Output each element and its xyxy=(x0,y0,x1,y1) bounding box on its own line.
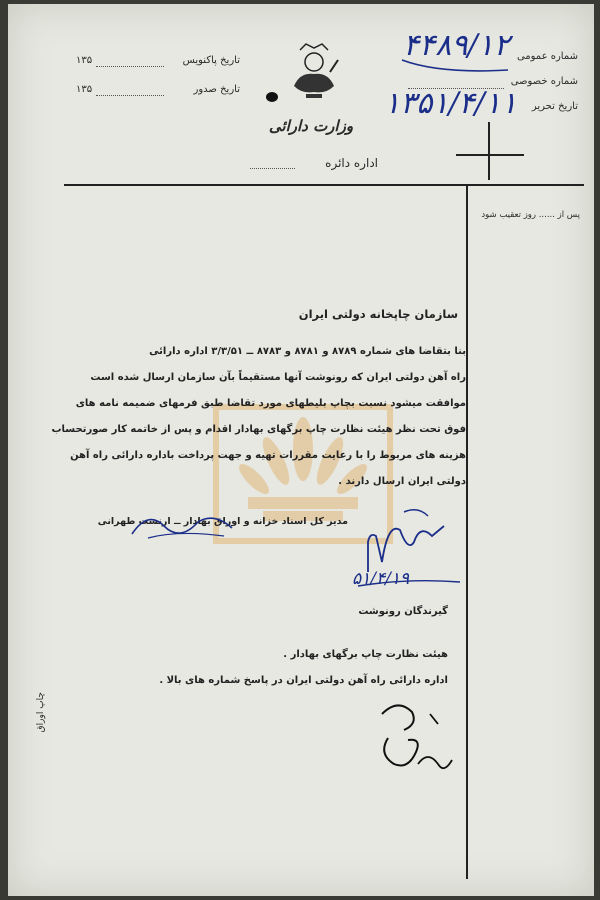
draft-date-label: تاریخ تحریر xyxy=(531,101,578,112)
letter-line-4: فوق تحت نظر هیئت نظارت چاپ برگهای بهادار اقدام و پس از خاتمه کار صورتحساب xyxy=(51,424,466,435)
copy-recipient-2: اداره دارائی راه آهن دولتی ایران در پاسخ شماره های بالا . xyxy=(159,675,448,686)
clean-copy-date-year: ۱۳۵ xyxy=(76,55,93,66)
signature-title: مدیر کل اسناد خزانه و اوراق بهادار ــ ارنست طهرانی xyxy=(97,516,348,527)
issue-date-label: تاریخ صدور xyxy=(193,84,240,95)
general-number-underline xyxy=(400,54,510,76)
letter-line-3: موافقت میشود نسبت بچاپ بلیطهای مورد تقاضا طبق فرمهای ضمیمه نامه های xyxy=(75,398,466,409)
clean-copy-date-label: تاریخ پاکنویس xyxy=(182,55,240,66)
annotation-date: ۵۱/۴/۱۹ xyxy=(352,569,410,589)
copies-heading: گیرندگان رونوشت xyxy=(358,606,448,617)
initials-signature xyxy=(368,694,458,784)
cross-mark-vertical xyxy=(488,122,490,180)
clean-copy-date-dots xyxy=(96,66,164,67)
ink-blot xyxy=(266,92,278,102)
copy-recipient-1: هیئت نظارت چاپ برگهای بهادار . xyxy=(283,649,448,660)
department-dots xyxy=(250,168,295,169)
followup-note: پس از ...... روز تعقیب شود xyxy=(481,210,580,220)
side-label: چاپ اوراق xyxy=(36,692,46,733)
issue-date-dots xyxy=(96,95,164,96)
letter-line-2: راه آهن دولتی ایران که رونوشت آنها مستقیماً بآن سازمان ارسال شده است xyxy=(90,372,466,383)
general-number-label: شماره عمومی xyxy=(516,51,578,62)
cross-mark-horizontal xyxy=(456,154,524,156)
issue-date-year: ۱۳۵ xyxy=(76,84,93,95)
ministry-title: وزارت دارائی xyxy=(268,117,354,135)
draft-date-value: ۱۳۵۱/۴/۱۱ xyxy=(384,86,518,121)
private-number-label: شماره خصوصی xyxy=(510,76,578,87)
letter-line-1: بنا بتقاضا های شماره ۸۷۸۹ و ۸۷۸۱ و ۸۷۸۳ ــ ۳/۳/۵۱ اداره دارائی xyxy=(149,346,466,357)
department-label: اداره دائره xyxy=(325,156,378,170)
header-rule xyxy=(64,184,584,186)
general-number-value: ۴۴۸۹/۱۲ xyxy=(403,28,510,63)
lion-and-sun-emblem xyxy=(286,42,342,102)
letter-line-5: هزینه های مربوط را با رعایت مقررات تهیه و جهت پرداخت باداره دارائی راه آهن xyxy=(70,450,466,461)
letter-recipient: سازمان چاپخانه دولتی ایران xyxy=(298,307,458,321)
document-page xyxy=(8,4,594,896)
signature-scribble xyxy=(128,504,238,544)
letter-line-6: دولتی ایران ارسال دارند . xyxy=(338,476,466,487)
